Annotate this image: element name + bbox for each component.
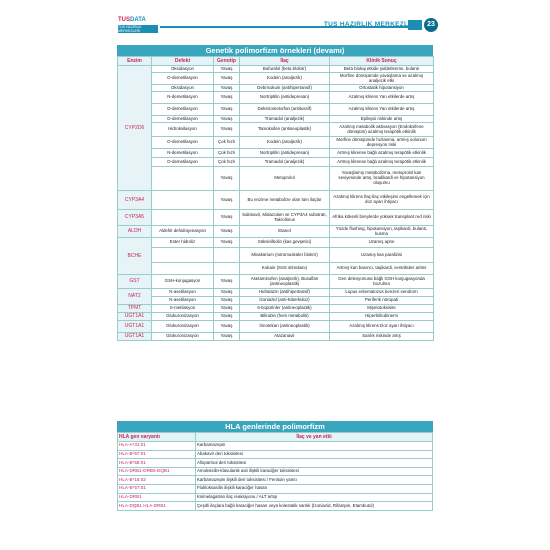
hla-effect-cell: Flukloksasilin ilişkili karaciğer hasarı bbox=[196, 484, 433, 493]
table-cell bbox=[152, 263, 214, 275]
table-row bbox=[118, 123, 434, 137]
table-row bbox=[118, 289, 434, 297]
hla-variant-cell: HLA-DRB1-DRB5-DQB1 bbox=[118, 467, 196, 476]
table-cell: Morfine dönüşümde yavaşlama ve azalmış analjezik etki bbox=[330, 73, 434, 85]
enzyme-cell: CYP2D6 bbox=[118, 66, 152, 191]
table-row bbox=[118, 450, 433, 459]
table-cell: N-demetilasyon bbox=[152, 92, 214, 104]
table1-title: Genetik polimorfizm örnekleri (devamı) bbox=[117, 45, 433, 56]
table-row bbox=[118, 467, 433, 476]
table-cell: N-demetilasyon bbox=[152, 149, 214, 158]
hla-effect-cell: Karbamazepin bbox=[196, 442, 433, 451]
table-row bbox=[118, 226, 434, 238]
table-cell: Yavaş bbox=[214, 238, 240, 248]
table-cell: S-metilasyon bbox=[152, 305, 214, 313]
table-cell: Çok hızlı bbox=[214, 158, 240, 167]
page-number: 23 bbox=[424, 18, 438, 32]
table-cell: Oksidasyon bbox=[152, 85, 214, 92]
hla-variant-cell: HLA-B*57:01 bbox=[118, 450, 196, 459]
table-row bbox=[118, 476, 433, 485]
table-cell: Yavaş bbox=[214, 167, 240, 191]
table-row bbox=[118, 85, 434, 92]
hla-variant-cell: HLA-DRB1 bbox=[118, 493, 196, 502]
table-cell: Miyelotoksisite bbox=[330, 305, 434, 313]
table-cell: Yüzde flushing, hipotansiyon, taşikardi, bulantı, kusma bbox=[330, 226, 434, 238]
logo-accent-text: DATA bbox=[130, 17, 146, 23]
table-cell: Hiperbilirubinemi bbox=[330, 313, 434, 321]
table-cell bbox=[152, 248, 214, 263]
table-row bbox=[118, 92, 434, 104]
table-cell: Nortriptilin (antidepresan) bbox=[240, 92, 330, 104]
table-cell: Yavaş bbox=[214, 226, 240, 238]
table-row bbox=[118, 158, 434, 167]
table-cell: Atazanavir bbox=[240, 333, 330, 341]
table-cell: Ester hidroliz bbox=[152, 238, 214, 248]
hla-variant-cell: HLA-B*57:01 bbox=[118, 484, 196, 493]
table-cell: Azalmış klirens Yan etkilerde artış bbox=[330, 92, 434, 104]
table-cell: Afrika kökenli bireylerde yüksek transplant red riski bbox=[330, 210, 434, 226]
table-cell: Kokain (SSS stimülanı) bbox=[240, 263, 330, 275]
table-cell: Nortriptilin (antidepresan) bbox=[240, 149, 330, 158]
table-cell: Bu enzime metabolize olan tüm ilaçlar bbox=[240, 191, 330, 210]
table-cell: N-asetilasyon bbox=[152, 289, 214, 297]
table-cell: Artmış klirense bağlı azalmış terapötik etkinlik bbox=[330, 149, 434, 158]
table2-title: HLA genlerinde polimorfizm bbox=[117, 421, 433, 432]
table-cell: Sakinavir, Midazolam ve CYP3A4 substratı, Takrolimus bbox=[240, 210, 330, 226]
table1-header-cell: Defekt bbox=[152, 57, 214, 66]
table-cell: O-demetilasyon bbox=[152, 158, 214, 167]
table-cell: Tramadol (analjezik) bbox=[240, 116, 330, 123]
table-cell: Yavaş bbox=[214, 66, 240, 73]
table-row bbox=[118, 333, 434, 341]
table-cell: Yavaş bbox=[214, 305, 240, 313]
logo-subtitle: TUS HAZIRLIK MERKEZLERİ bbox=[118, 25, 158, 33]
header-title: TUS HAZIRLIK MERKEZLERİ bbox=[323, 21, 420, 28]
table-row bbox=[118, 116, 434, 123]
enzyme-cell: GST bbox=[118, 275, 152, 289]
table-cell: Beta blokaj etkide şiddetlenme, bulantı bbox=[330, 66, 434, 73]
table-row bbox=[118, 305, 434, 313]
table-cell: Yavaş bbox=[214, 116, 240, 123]
table-cell: Ortostatik hipotansiyon bbox=[330, 85, 434, 92]
hla-effect-cell: Amoksisilin-klavulanik asit ilişkili karaciğer toksisitesi bbox=[196, 467, 433, 476]
table-cell: Yavaş bbox=[214, 210, 240, 226]
hla-effect-cell: Ksimelagatran ilaç reaksiyonu / ALT artışı bbox=[196, 493, 433, 502]
table-row bbox=[118, 73, 434, 85]
table-cell: İrinotekan (antineoplastik) bbox=[240, 321, 330, 333]
table-cell: Yavaş bbox=[214, 123, 240, 137]
table-cell: Aldehit dehidrojenasyon bbox=[152, 226, 214, 238]
table1-header-cell: Genotip bbox=[214, 57, 240, 66]
hla-variant-cell: HLA-A*31:01 bbox=[118, 442, 196, 451]
hla-variant-cell: HLA-DQB1 HLA-DRB1 bbox=[118, 502, 196, 511]
table-cell: Debrisokuin (antihipertansif) bbox=[240, 85, 330, 92]
enzyme-cell: NAT2 bbox=[118, 289, 152, 305]
table-cell: N-asetilasyon bbox=[152, 297, 214, 305]
table1-header-cell: Enzim bbox=[118, 57, 152, 66]
polymorphism-table-section bbox=[117, 45, 433, 341]
table-cell: Yavaş bbox=[214, 313, 240, 321]
table-row bbox=[118, 493, 433, 502]
enzyme-cell: UGT1A1 bbox=[118, 321, 152, 333]
tusdata-logo bbox=[118, 17, 158, 35]
table-cell: Hidroksilasyon bbox=[152, 123, 214, 137]
table-cell: Periferik nöropati bbox=[330, 297, 434, 305]
table-row bbox=[118, 248, 434, 263]
table-row bbox=[118, 459, 433, 468]
table-cell: Artmış klirense bağlı azalmış terapötik etkinlik bbox=[330, 158, 434, 167]
table-cell: Lupus eritematozus benzeri sendrom bbox=[330, 289, 434, 297]
table-cell: Azalmış klirens Yan etkilerde artış bbox=[330, 104, 434, 116]
table-cell: Artmış kan basıncı, taşikardi, ventriküler aritmi bbox=[330, 263, 434, 275]
table-cell: Çok hızlı bbox=[214, 137, 240, 149]
table-cell: Tramadol (analjezik) bbox=[240, 158, 330, 167]
table-cell: Yavaş bbox=[214, 333, 240, 341]
table-cell: Tamoksifen (antineoplastik) bbox=[240, 123, 330, 137]
table-cell: Yavaş bbox=[214, 85, 240, 92]
hla-effect-cell: Allopürinol deri toksisitesi bbox=[196, 459, 433, 468]
table2-body bbox=[118, 442, 433, 511]
table-cell bbox=[152, 167, 214, 191]
table-cell: Süksinilkolin (kas gevşetici) bbox=[240, 238, 330, 248]
table-cell: Uzamış kas paralizisi bbox=[330, 248, 434, 263]
table-cell: Yavaş bbox=[214, 104, 240, 116]
table-cell: Azalmış klirens İlaç-ilaç etkileşimi engellemek için doz ayarı ihtiyacı bbox=[330, 191, 434, 210]
table-cell: O-demetilasyon bbox=[152, 116, 214, 123]
table1-header-cell: İlaç bbox=[240, 57, 330, 66]
table-cell: 6-tiopürinler (antineoplastik) bbox=[240, 305, 330, 313]
table-row bbox=[118, 191, 434, 210]
table-cell bbox=[214, 248, 240, 263]
table-cell: O-demetilasyon bbox=[152, 73, 214, 85]
hla-effect-cell: Karbamazepin ilişkili deri toksisitesi / Fenitoin yanıtı bbox=[196, 476, 433, 485]
table-cell: Mivakürium (nöromusküler blokör) bbox=[240, 248, 330, 263]
table-cell: Bufuralol (beta blokör) bbox=[240, 66, 330, 73]
table-cell: Yavaş bbox=[214, 289, 240, 297]
enzyme-cell: ALDH bbox=[118, 226, 152, 238]
table-row bbox=[118, 484, 433, 493]
hla-effect-cell: Abakavir deri toksisitesi bbox=[196, 450, 433, 459]
table-cell: Uzamış apne bbox=[330, 238, 434, 248]
table-row bbox=[118, 297, 434, 305]
table-row bbox=[118, 238, 434, 248]
table-cell bbox=[152, 191, 214, 210]
table-cell: Glukuronizasyon bbox=[152, 313, 214, 321]
table-cell: Kodein (analjezik) bbox=[240, 73, 330, 85]
table-cell: Metoprolol bbox=[240, 167, 330, 191]
table-cell: Kodein (analjezik) bbox=[240, 137, 330, 149]
table-cell: Yavaş bbox=[214, 321, 240, 333]
enzyme-cell: TPMT bbox=[118, 305, 152, 313]
table-cell: Azalmış klirens Doz ayarı ihtiyacı bbox=[330, 321, 434, 333]
table-cell: GSH-konjugasyon bbox=[152, 275, 214, 289]
table-cell: Sarılık riskinde artış bbox=[330, 333, 434, 341]
enzyme-cell: CYP3A5 bbox=[118, 210, 152, 226]
hla-effect-cell: Çeşitli ilaçlara bağlı karaciğer hasarı veya kolestatik sarılık (İzoniazid, Rifampin, Etambutol) bbox=[196, 502, 433, 511]
enzyme-cell: CYP3A4 bbox=[118, 191, 152, 210]
table-row bbox=[118, 137, 434, 149]
table-cell: Yavaş bbox=[214, 73, 240, 85]
table-row bbox=[118, 210, 434, 226]
table-cell: Yavaş bbox=[214, 191, 240, 210]
table1-body bbox=[118, 66, 434, 341]
table-cell: Bilirubin (hem metaboliti) bbox=[240, 313, 330, 321]
table-cell: Yavaş bbox=[214, 275, 240, 289]
table-row bbox=[118, 104, 434, 116]
enzyme-cell: BCHE bbox=[118, 238, 152, 275]
logo-main-text: TUS bbox=[118, 17, 130, 23]
table-cell bbox=[214, 263, 240, 275]
hla-variant-cell: HLA-B*15:02 bbox=[118, 476, 196, 485]
table-row bbox=[118, 263, 434, 275]
table-cell: Azalmış metabolik aktivasyon (Endoksifene dönüşüm) azalmış terapötik etkinlik bbox=[330, 123, 434, 137]
page-header bbox=[0, 0, 550, 36]
table-cell: Yavaş bbox=[214, 297, 240, 305]
polymorphism-table bbox=[117, 56, 434, 341]
table-cell: Glukuronizasyon bbox=[152, 333, 214, 341]
table-cell: Dekstrometorfan (antitussif) bbox=[240, 104, 330, 116]
table-row bbox=[118, 502, 433, 511]
table-cell bbox=[152, 210, 214, 226]
table-cell: Asetaminofen (analjezik), Busulfan (antineoplastik) bbox=[240, 275, 330, 289]
enzyme-cell: UGT1A1 bbox=[118, 333, 152, 341]
table-cell: Yavaşlamış metabolizma, metoprolol kan seviyesinde artış, bradikardi ve hipotansiyon oluşumu bbox=[330, 167, 434, 191]
table-cell: O-demetilasyon bbox=[152, 104, 214, 116]
table-cell: O-demetilasyon bbox=[152, 137, 214, 149]
table-cell: Oksidasyon bbox=[152, 66, 214, 73]
table-row bbox=[118, 275, 434, 289]
table-cell: Hidralazin (antihipertansif) bbox=[240, 289, 330, 297]
table-cell: Çok hızlı bbox=[214, 149, 240, 158]
table-cell: Etanol bbox=[240, 226, 330, 238]
table-cell: İzoniazid (anti-tüberküloz) bbox=[240, 297, 330, 305]
table-row bbox=[118, 149, 434, 158]
table-row bbox=[118, 442, 433, 451]
hla-table bbox=[117, 432, 433, 511]
table-cell: Epilepsi riskinde artış bbox=[330, 116, 434, 123]
table-cell: Morfine dönüşümde hızlanma, artmış solunum depresyon riski bbox=[330, 137, 434, 149]
table1-header-row bbox=[118, 57, 434, 66]
table1-header-cell: Klinik Sonuç bbox=[330, 57, 434, 66]
table-row bbox=[118, 66, 434, 73]
hla-table-section bbox=[117, 421, 433, 511]
table-cell: Yavaş bbox=[214, 92, 240, 104]
hla-variant-cell: HLA-B*58:01 bbox=[118, 459, 196, 468]
table2-header-cell: İlaç ve yan etki bbox=[196, 433, 433, 442]
table-row bbox=[118, 167, 434, 191]
table-cell: Gen delesyonuna bağlı GSH konjugasyonda bozulma bbox=[330, 275, 434, 289]
table-row bbox=[118, 321, 434, 333]
table-row bbox=[118, 313, 434, 321]
table2-header-row bbox=[118, 433, 433, 442]
enzyme-cell: UGT1A1 bbox=[118, 313, 152, 321]
table-cell: Glukuronizasyon bbox=[152, 321, 214, 333]
table2-header-cell: HLA gen varyantı bbox=[118, 433, 196, 442]
